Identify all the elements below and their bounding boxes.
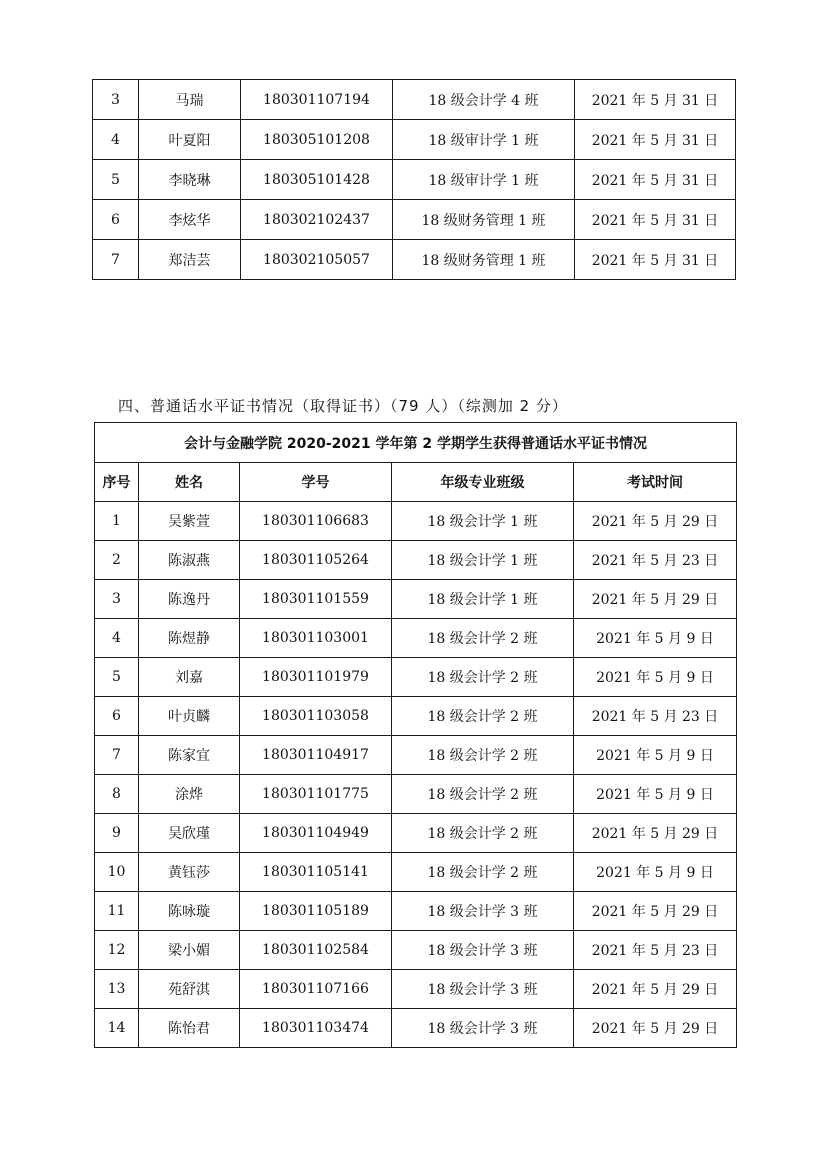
cell-index: 6 — [93, 200, 139, 240]
cell-name: 吴欣瑾 — [139, 814, 240, 853]
cell-name: 陈煜静 — [139, 619, 240, 658]
cell-class: 18 级会计学 1 班 — [392, 580, 574, 619]
cell-student-id: 180301103001 — [240, 619, 392, 658]
table-row — [95, 970, 737, 1009]
table-row — [95, 736, 737, 775]
table-row — [95, 853, 737, 892]
table-row — [95, 892, 737, 931]
cell-name: 陈逸丹 — [139, 580, 240, 619]
cell-name: 梁小媚 — [139, 931, 240, 970]
cell-name: 叶贞麟 — [139, 697, 240, 736]
cell-class: 18 级会计学 2 班 — [392, 658, 574, 697]
cell-student-id: 180301101979 — [240, 658, 392, 697]
cell-index: 10 — [95, 853, 139, 892]
cell-exam-date: 2021 年 5 月 23 日 — [574, 931, 737, 970]
column-header-index: 序号 — [95, 463, 139, 502]
table-row — [95, 580, 737, 619]
cell-exam-date: 2021 年 5 月 29 日 — [574, 1009, 737, 1048]
cell-exam-date: 2021 年 5 月 9 日 — [574, 619, 737, 658]
cell-name: 陈怡君 — [139, 1009, 240, 1048]
cell-name: 李晓琳 — [139, 160, 241, 200]
section-heading: 四、普通话水平证书情况（取得证书）（79 人）（综测加 2 分） — [118, 397, 568, 415]
cell-class: 18 级审计学 1 班 — [393, 160, 575, 200]
cell-index: 3 — [95, 580, 139, 619]
cell-name: 陈淑燕 — [139, 541, 240, 580]
continuation-table — [92, 79, 736, 280]
cell-student-id: 180305101208 — [241, 120, 393, 160]
cell-index: 14 — [95, 1009, 139, 1048]
table-row — [93, 80, 736, 120]
cell-exam-date: 2021 年 5 月 9 日 — [574, 775, 737, 814]
cell-name: 涂烨 — [139, 775, 240, 814]
cell-name: 刘嘉 — [139, 658, 240, 697]
cell-student-id: 180302102437 — [241, 200, 393, 240]
cell-index: 7 — [93, 240, 139, 280]
table-row — [95, 502, 737, 541]
cell-name: 马瑞 — [139, 80, 241, 120]
cell-exam-date: 2021 年 5 月 31 日 — [575, 120, 736, 160]
table-row — [95, 541, 737, 580]
cell-index: 6 — [95, 697, 139, 736]
cell-exam-date: 2021 年 5 月 29 日 — [574, 502, 737, 541]
cell-class: 18 级会计学 3 班 — [392, 892, 574, 931]
cell-exam-date: 2021 年 5 月 31 日 — [575, 80, 736, 120]
cell-student-id: 180301103474 — [240, 1009, 392, 1048]
certificate-table-body — [95, 502, 737, 1048]
cell-index: 13 — [95, 970, 139, 1009]
cell-class: 18 级会计学 2 班 — [392, 736, 574, 775]
cell-exam-date: 2021 年 5 月 31 日 — [575, 240, 736, 280]
cell-name: 李炫华 — [139, 200, 241, 240]
table-row — [95, 1009, 737, 1048]
cell-class: 18 级会计学 3 班 — [392, 931, 574, 970]
cell-class: 18 级会计学 3 班 — [392, 970, 574, 1009]
table-title: 会计与金融学院 2020-2021 学年第 2 学期学生获得普通话水平证书情况 — [95, 423, 737, 463]
cell-exam-date: 2021 年 5 月 29 日 — [574, 892, 737, 931]
table-row — [93, 240, 736, 280]
cell-class: 18 级财务管理 1 班 — [393, 200, 575, 240]
column-header-class: 年级专业班级 — [392, 463, 574, 502]
cell-name: 苑舒淇 — [139, 970, 240, 1009]
cell-exam-date: 2021 年 5 月 29 日 — [574, 580, 737, 619]
table-row — [95, 931, 737, 970]
continuation-table-body — [93, 80, 736, 280]
cell-index: 7 — [95, 736, 139, 775]
cell-index: 3 — [93, 80, 139, 120]
cell-exam-date: 2021 年 5 月 9 日 — [574, 853, 737, 892]
cell-student-id: 180301106683 — [240, 502, 392, 541]
cell-class: 18 级会计学 2 班 — [392, 775, 574, 814]
cell-name: 黄钰莎 — [139, 853, 240, 892]
cell-index: 11 — [95, 892, 139, 931]
cell-index: 1 — [95, 502, 139, 541]
cell-student-id: 180301105141 — [240, 853, 392, 892]
cell-student-id: 180302105057 — [241, 240, 393, 280]
cell-index: 9 — [95, 814, 139, 853]
cell-index: 5 — [93, 160, 139, 200]
cell-student-id: 180301105264 — [240, 541, 392, 580]
cell-student-id: 180301104949 — [240, 814, 392, 853]
table-row — [93, 200, 736, 240]
column-header-student-id: 学号 — [240, 463, 392, 502]
cell-index: 4 — [95, 619, 139, 658]
cell-student-id: 180305101428 — [241, 160, 393, 200]
table-row — [95, 775, 737, 814]
cell-class: 18 级会计学 1 班 — [392, 502, 574, 541]
cell-name: 吴紫萱 — [139, 502, 240, 541]
cell-name: 陈咏璇 — [139, 892, 240, 931]
table-row — [95, 619, 737, 658]
table-title-row — [95, 423, 737, 463]
cell-class: 18 级会计学 2 班 — [392, 853, 574, 892]
cell-student-id: 180301107166 — [240, 970, 392, 1009]
cell-index: 8 — [95, 775, 139, 814]
table-header-row — [95, 463, 737, 502]
cell-student-id: 180301102584 — [240, 931, 392, 970]
cell-student-id: 180301107194 — [241, 80, 393, 120]
table-row — [95, 658, 737, 697]
cell-class: 18 级会计学 2 班 — [392, 814, 574, 853]
table-row — [95, 697, 737, 736]
column-header-exam-date: 考试时间 — [574, 463, 737, 502]
cell-class: 18 级会计学 2 班 — [392, 697, 574, 736]
cell-index: 2 — [95, 541, 139, 580]
cell-exam-date: 2021 年 5 月 29 日 — [574, 814, 737, 853]
cell-student-id: 180301103058 — [240, 697, 392, 736]
cell-class: 18 级审计学 1 班 — [393, 120, 575, 160]
cell-index: 5 — [95, 658, 139, 697]
cell-student-id: 180301104917 — [240, 736, 392, 775]
cell-class: 18 级会计学 3 班 — [392, 1009, 574, 1048]
cell-name: 郑洁芸 — [139, 240, 241, 280]
cell-index: 4 — [93, 120, 139, 160]
cell-student-id: 180301101775 — [240, 775, 392, 814]
cell-exam-date: 2021 年 5 月 23 日 — [574, 697, 737, 736]
column-header-name: 姓名 — [139, 463, 240, 502]
cell-exam-date: 2021 年 5 月 31 日 — [575, 200, 736, 240]
cell-exam-date: 2021 年 5 月 9 日 — [574, 736, 737, 775]
cell-class: 18 级会计学 1 班 — [392, 541, 574, 580]
cell-exam-date: 2021 年 5 月 9 日 — [574, 658, 737, 697]
cell-index: 12 — [95, 931, 139, 970]
table-row — [93, 160, 736, 200]
cell-class: 18 级财务管理 1 班 — [393, 240, 575, 280]
certificate-table — [94, 422, 737, 1048]
cell-class: 18 级会计学 4 班 — [393, 80, 575, 120]
cell-student-id: 180301101559 — [240, 580, 392, 619]
cell-name: 叶夏阳 — [139, 120, 241, 160]
table-row — [93, 120, 736, 160]
cell-student-id: 180301105189 — [240, 892, 392, 931]
cell-class: 18 级会计学 2 班 — [392, 619, 574, 658]
cell-exam-date: 2021 年 5 月 29 日 — [574, 970, 737, 1009]
cell-exam-date: 2021 年 5 月 31 日 — [575, 160, 736, 200]
table-row — [95, 814, 737, 853]
cell-name: 陈家宜 — [139, 736, 240, 775]
cell-exam-date: 2021 年 5 月 23 日 — [574, 541, 737, 580]
